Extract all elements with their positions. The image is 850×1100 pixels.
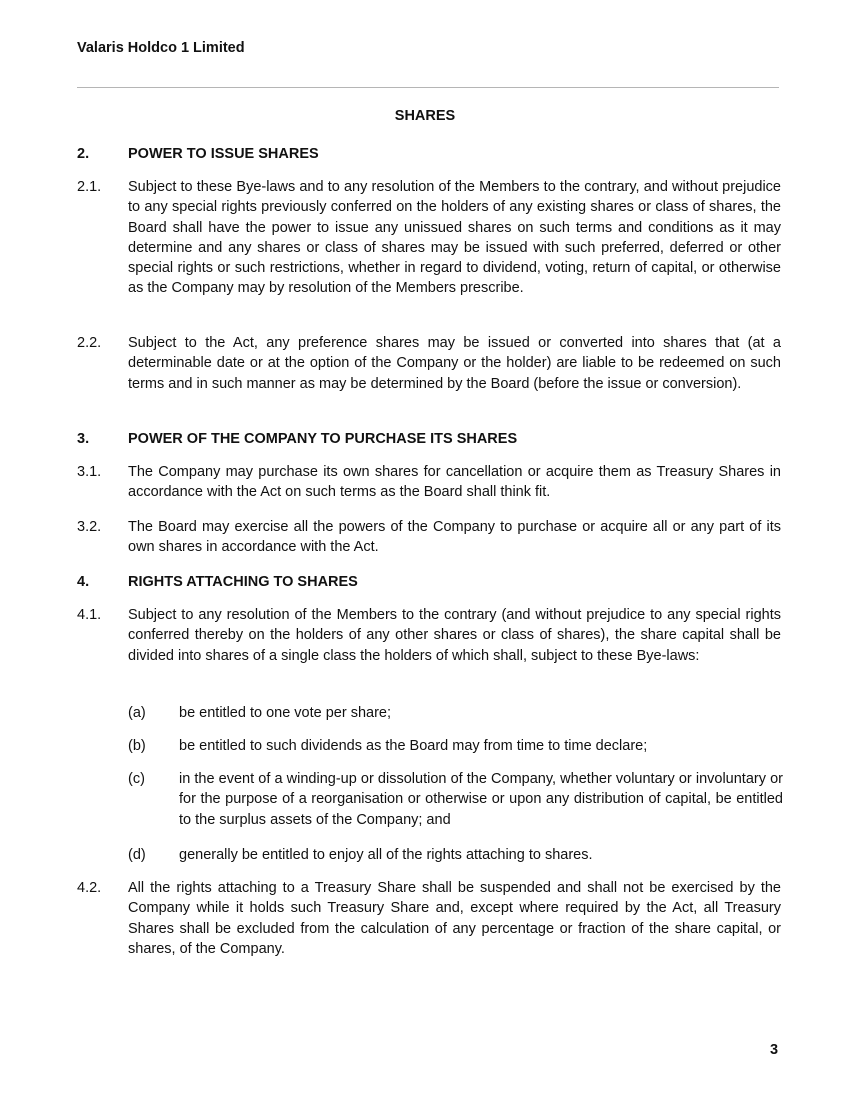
paragraph-number: 2.1.: [77, 179, 102, 195]
clause-number: 4.: [77, 574, 90, 590]
paragraph-number: 4.1.: [77, 607, 102, 623]
sub-item-c: [128, 769, 783, 830]
sub-item-d: [128, 845, 783, 865]
clause-heading-3: [77, 429, 517, 449]
paragraph-text: The Company may purchase its own shares for cancellation or acquire them as Treasury Shares in accordance with the Act on such terms as the Board shall think fit.: [128, 464, 781, 501]
paragraph-text: Subject to any resolution of the Members to the contrary (and without prejudice to any special rights conferred thereby on the holders of any other shares or class of shares), the share capital shall be divided into shares of a single class the holders of which shall, subject to these Bye-laws:: [128, 607, 781, 664]
paragraph-number: 4.2.: [77, 880, 102, 896]
paragraph-3-1: [77, 462, 781, 503]
sub-item-text: generally be entitled to enjoy all of the rights attaching to shares.: [179, 847, 593, 863]
sub-item-text: be entitled to one vote per share;: [179, 705, 392, 721]
sub-item-a: [128, 703, 783, 723]
clause-title: RIGHTS ATTACHING TO SHARES: [128, 574, 358, 590]
sub-item-b: [128, 736, 783, 756]
paragraph-2-1: [77, 177, 781, 299]
clause-heading-4: [77, 572, 358, 592]
page-number: 3: [770, 1042, 779, 1058]
sub-item-label: (c): [128, 771, 145, 787]
clause-heading-2: [77, 144, 319, 164]
clause-number: 3.: [77, 431, 90, 447]
header-divider: [77, 87, 779, 88]
paragraph-text: All the rights attaching to a Treasury Share shall be suspended and shall not be exercised by the Company while it holds such Treasury Share and, except where required by the Act, all Treasury Shares shall be excluded from the calculation of any percentage or fraction of the share capital, or shares, of the Company.: [128, 880, 781, 957]
paragraph-3-2: [77, 517, 781, 558]
section-title: SHARES: [394, 108, 456, 124]
paragraph-4-1: [77, 605, 781, 666]
clause-title: POWER OF THE COMPANY TO PURCHASE ITS SHARES: [128, 431, 518, 447]
clause-title: POWER TO ISSUE SHARES: [128, 146, 319, 162]
sub-item-text: in the event of a winding-up or dissolution of the Company, whether voluntary or involuntary or for the purpose of a reorganisation or otherwise or upon any distribution of capital, be entitled to the surplus assets of the Company; and: [179, 771, 783, 828]
company-name-header: Valaris Holdco 1 Limited: [77, 40, 245, 56]
paragraph-text: Subject to the Act, any preference shares may be issued or converted into shares that (at a determinable date or at the option of the Company or the holder) are liable to be redeemed on such terms and in such manner as may be determined by the Board (before the issue or conversion).: [128, 335, 781, 392]
paragraph-number: 3.2.: [77, 519, 102, 535]
clause-number: 2.: [77, 146, 90, 162]
paragraph-text: Subject to these Bye-laws and to any resolution of the Members to the contrary, and without prejudice to any special rights previously conferred on the holders of any existing shares or class of shares, the Board shall have the power to issue any unissued shares on such terms and conditions as it may determine and any shares or class of shares may be issued with such preferred, deferred or other special rights or such restrictions, whether in regard to dividend, voting, return of capital, or otherwise as the Company may by resolution of the Members prescribe.: [128, 179, 781, 297]
sub-item-label: (b): [128, 738, 146, 754]
paragraph-number: 2.2.: [77, 335, 102, 351]
paragraph-4-2: [77, 878, 781, 959]
sub-item-label: (d): [128, 847, 146, 863]
sub-item-text: be entitled to such dividends as the Board may from time to time declare;: [179, 738, 648, 754]
paragraph-2-2: [77, 333, 781, 394]
sub-item-label: (a): [128, 705, 146, 721]
paragraph-number: 3.1.: [77, 464, 102, 480]
paragraph-text: The Board may exercise all the powers of the Company to purchase or acquire all or any part of its own shares in accordance with the Act.: [128, 519, 781, 556]
